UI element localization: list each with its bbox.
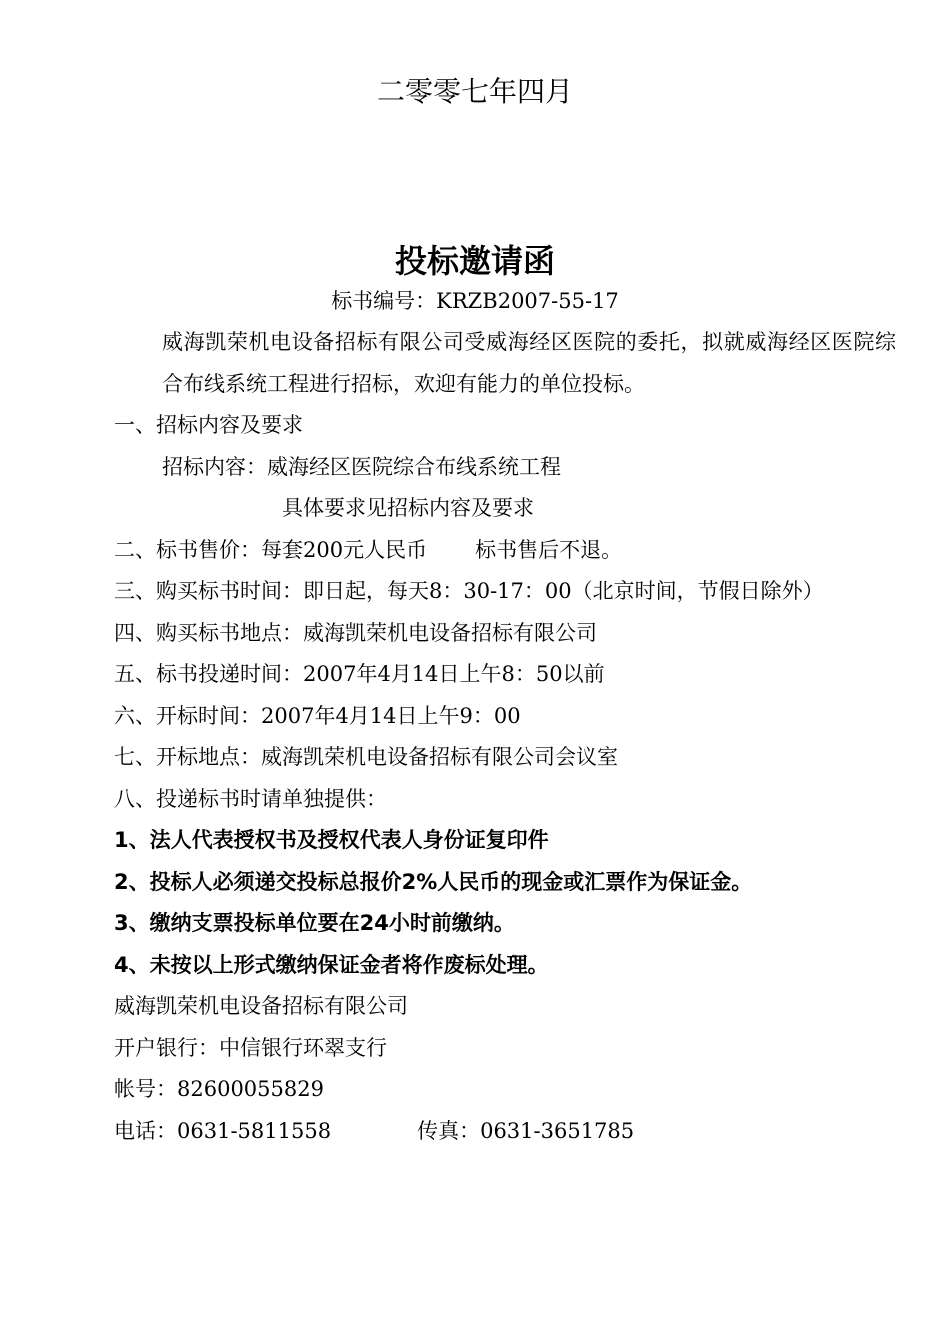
- contact-fax: 传真：0631-3651785: [417, 1118, 635, 1143]
- document-date: 二零零七年四月: [376, 75, 573, 108]
- section-1-content: 招标内容：威海经区医院综合布线系统工程: [162, 454, 561, 479]
- contact-phone: 电话：0631-5811558: [114, 1118, 332, 1143]
- contact-phone-fax: [114, 1111, 896, 1153]
- section-4: 四、购买标书地点：威海凯荣机电设备招标有限公司: [114, 620, 597, 645]
- document-body: [114, 322, 896, 1152]
- document-title: 投标邀请函: [394, 242, 555, 280]
- requirement-item: 4、未按以上形式缴纳保证金者将作废标处理。: [114, 952, 549, 977]
- contact-company: 威海凯荣机电设备招标有限公司: [114, 994, 408, 1018]
- contact-account: 帐号：82600055829: [114, 1077, 324, 1101]
- section-5: 五、标书投递时间：2007年4月14日上午8：50以前: [114, 662, 605, 686]
- section-6: 六、开标时间：2007年4月14日上午9：00: [114, 703, 521, 728]
- section-2-line: [114, 530, 896, 572]
- requirement-item: 2、投标人必须递交投标总报价2%人民币的现金或汇票作为保证金。: [114, 869, 753, 894]
- section-2-note: 标书售后不退。: [475, 537, 623, 562]
- section-1-requirement: 具体要求见招标内容及要求: [282, 496, 534, 520]
- requirement-item: 1、法人代表授权书及授权代表人身份证复印件: [114, 828, 549, 852]
- requirement-item: 3、缴纳支票投标单位要在24小时前缴纳。: [114, 911, 515, 935]
- section-8: 八、投递标书时请单独提供：: [114, 786, 387, 811]
- document-number: 标书编号：KRZB2007-55-17: [331, 289, 619, 313]
- intro-paragraph: 威海凯荣机电设备招标有限公司受威海经区医院的委托，拟就威海经区医院综合布线系统工程进行招标，欢迎有能力的单位投标。: [162, 330, 896, 396]
- section-7: 七、开标地点：威海凯荣机电设备招标有限公司会议室: [114, 745, 618, 769]
- section-3: 三、购买标书时间：即日起，每天8：30-17：00（北京时间，节假日除外）: [114, 579, 824, 603]
- contact-bank: 开户银行：中信银行环翠支行: [114, 1035, 387, 1060]
- section-2-price: 二、标书售价：每套200元人民币: [114, 537, 428, 562]
- section-1-title: 一、招标内容及要求: [114, 413, 303, 437]
